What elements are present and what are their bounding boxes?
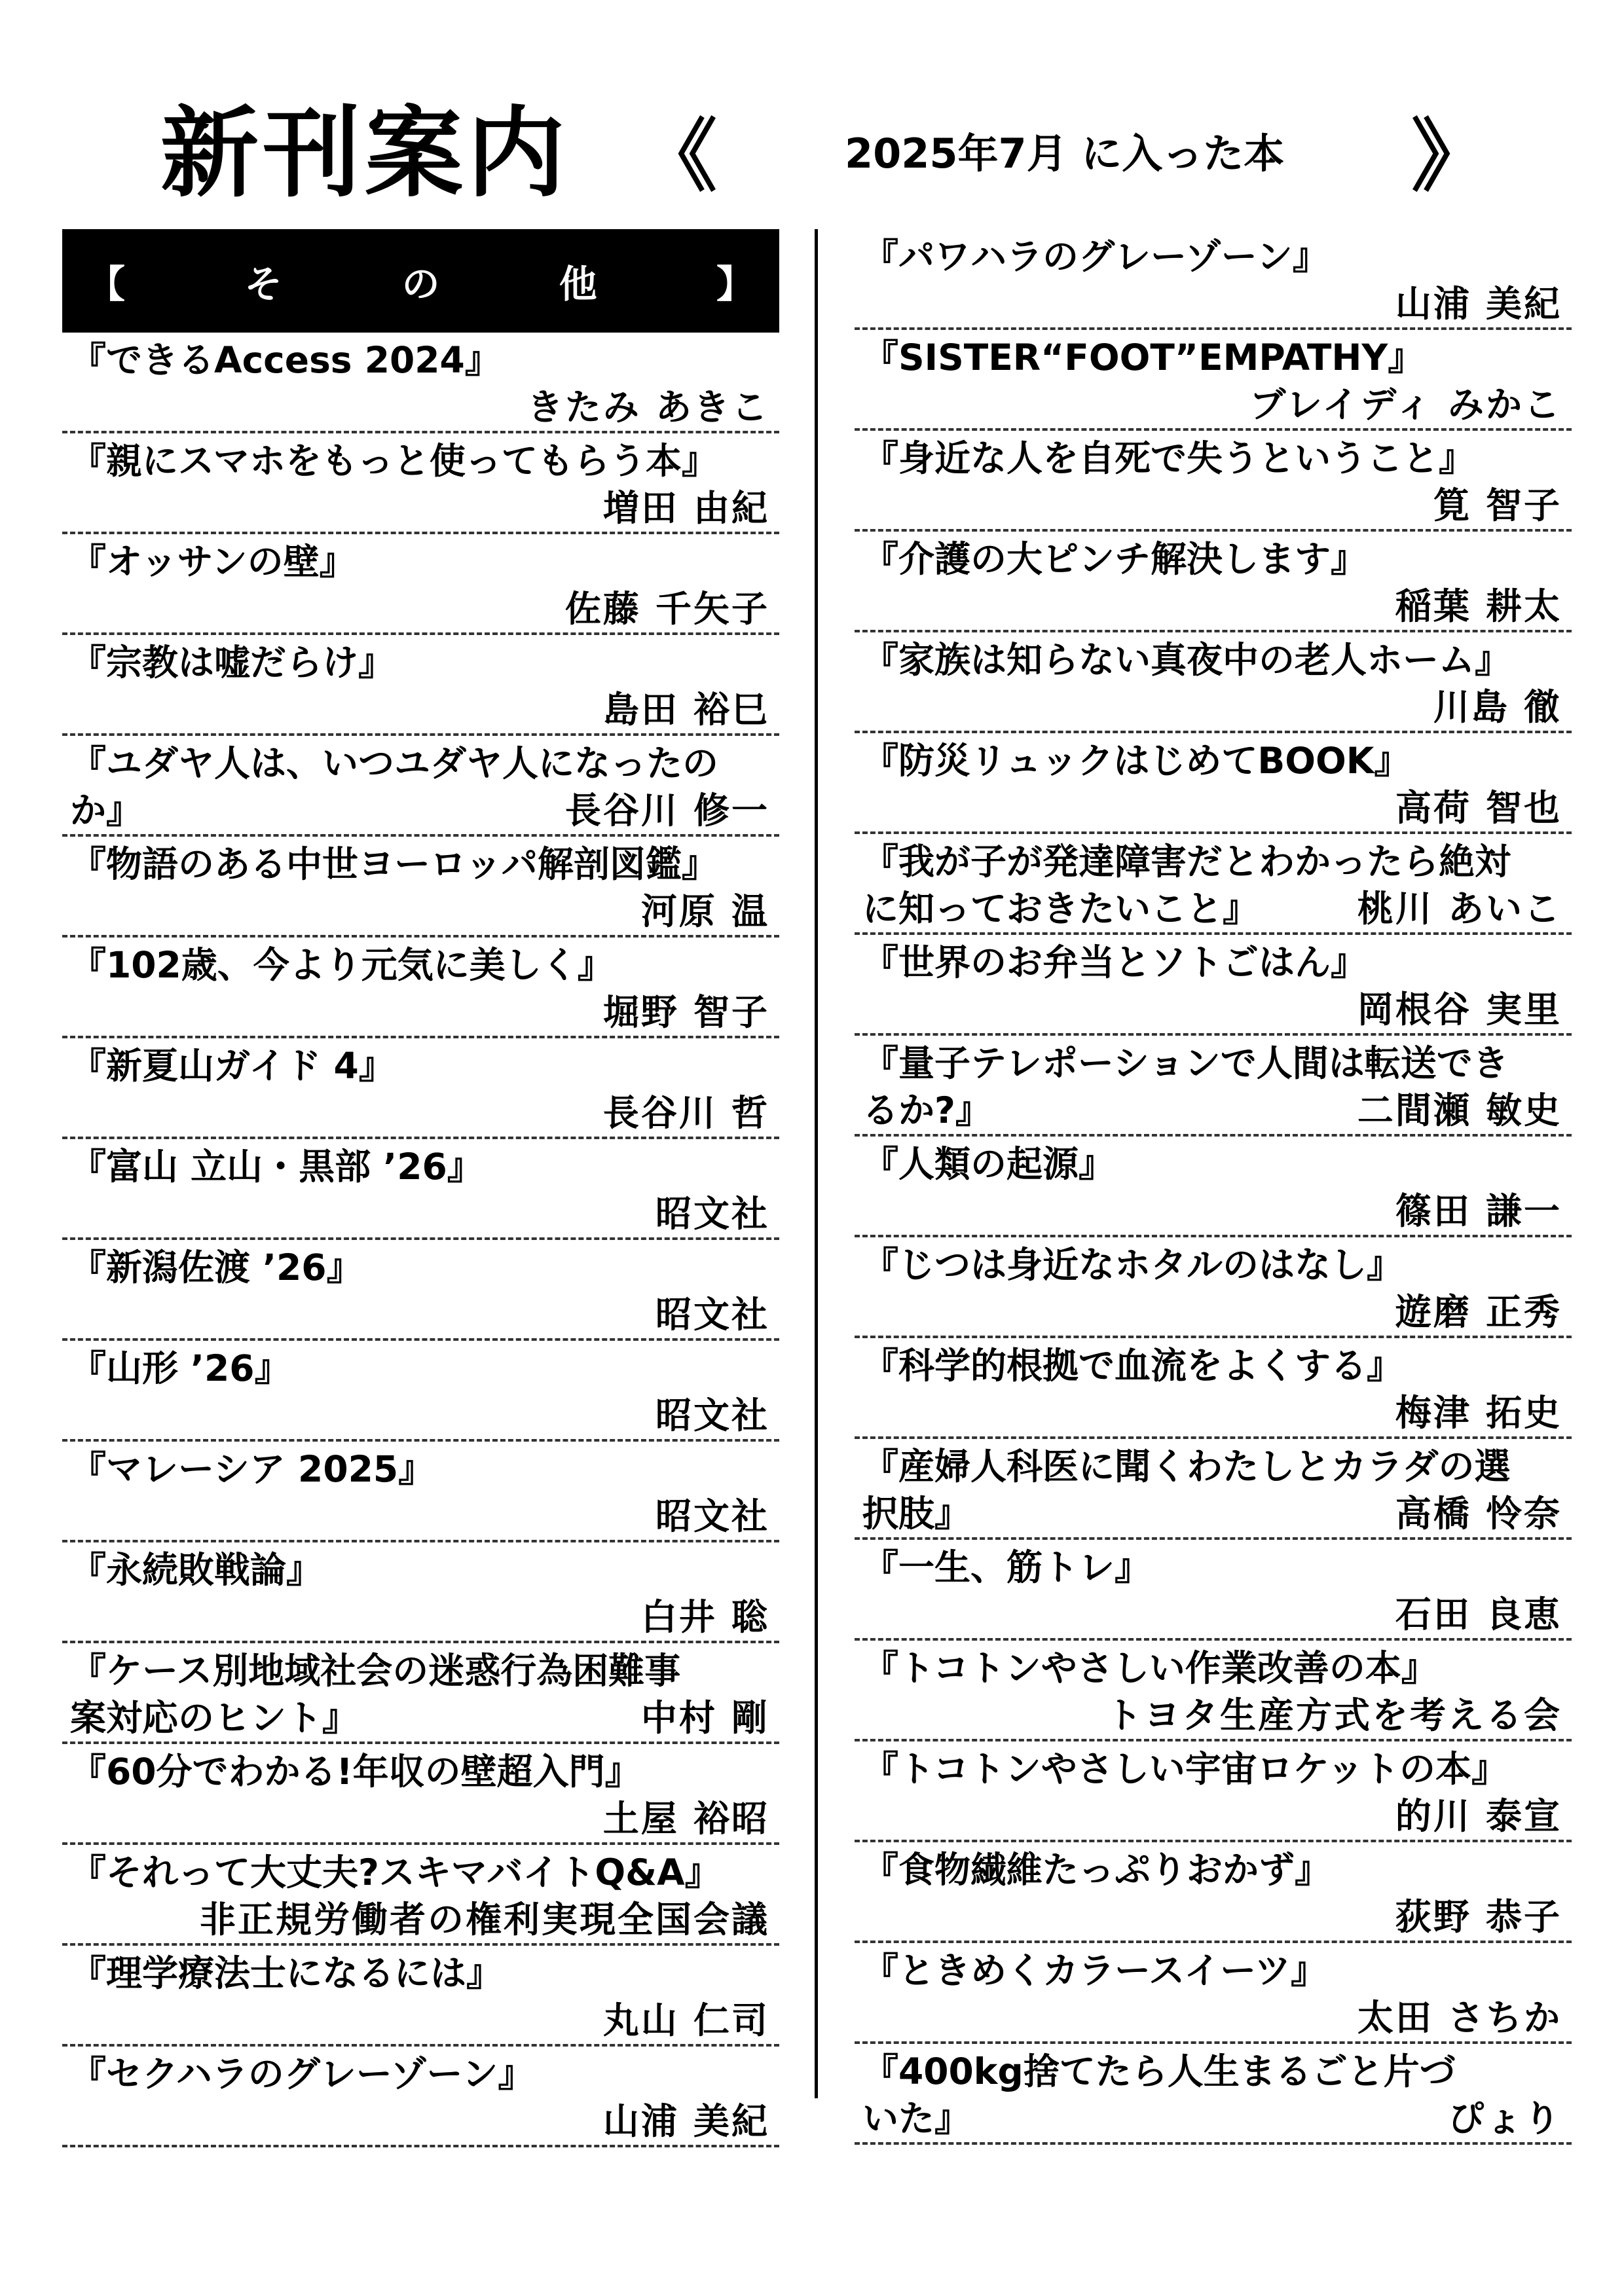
book-title: 『オッサンの壁』 [70,541,356,583]
book-title: 『トコトンやさしい作業改善の本』 [862,1647,1437,1689]
book-entry [855,1540,1572,1641]
book-title: 『400kg捨てたら人生まるごと片づ [862,2050,1456,2092]
book-entry [62,433,779,534]
book-title: 『我が子が発達障害だとわかったら絶対 [862,841,1511,883]
book-author: 山浦 美紀 [1395,283,1562,325]
left-book-list [62,333,779,2147]
book-entry [855,431,1572,532]
book-title: 『量子テレポーションで人間は転送でき [862,1042,1509,1084]
book-author: 白井 聡 [640,1596,769,1638]
book-author: 土屋 裕昭 [602,1798,769,1840]
book-title: 『トコトンやさしい宇宙ロケットの本』 [862,1748,1508,1790]
book-author: トヨタ生産方式を考える会 [1105,1694,1562,1736]
book-author: 篠田 謙一 [1395,1190,1562,1232]
book-title: 『世界のお弁当とソトごはん』 [862,941,1367,983]
book-author: 昭文社 [655,1495,769,1537]
book-entry [62,1038,779,1139]
category-char: そ [244,262,283,306]
book-author: ブレイディ みかこ [1249,384,1562,426]
book-author: 岡根谷 実里 [1357,989,1562,1030]
book-author: 昭文社 [655,1294,769,1336]
book-entry [855,1338,1572,1439]
issue-subtitle: 2025年7月 に入った本 [845,130,1285,177]
book-author: 山浦 美紀 [602,2100,769,2142]
book-title: 『新夏山ガイド 4』 [70,1045,395,1087]
book-entry [62,1946,779,2047]
book-author: 河原 温 [640,890,769,932]
book-entry [855,330,1572,431]
book-title: 『身近な人を自死で失うということ』 [862,437,1475,479]
book-author: 昭文社 [655,1394,769,1436]
book-title: 『親にスマホをもっと使ってもらう本』 [70,440,718,482]
book-author: 中村 剛 [640,1697,769,1739]
book-title: 『科学的根拠で血流をよくする』 [862,1345,1403,1387]
book-title: 『できるAccess 2024』 [70,339,501,381]
book-entry [62,1542,779,1643]
book-author: ぴょり [1447,2098,1562,2140]
book-title: 『60分でわかる!年収の壁超入門』 [70,1751,641,1793]
book-title: 『人類の起源』 [862,1143,1115,1185]
book-entry [855,1237,1572,1338]
book-author: 遊磨 正秀 [1395,1291,1562,1333]
book-entry [62,938,779,1038]
book-entry [855,632,1572,733]
book-entry [62,1643,779,1744]
category-header [62,229,779,333]
book-entry [855,1943,1572,2044]
book-title: 『マレーシア 2025』 [70,1448,435,1490]
category-open-bracket: 【 [87,262,126,306]
book-author: 高荷 智也 [1395,787,1562,829]
book-author: 長谷川 修一 [564,790,769,831]
book-title-continued: るか?』 [862,1089,991,1131]
book-entry [62,1341,779,1442]
book-author: 石田 良恵 [1395,1594,1562,1635]
book-author: 高橋 怜奈 [1395,1493,1562,1535]
book-entry [62,1442,779,1542]
book-title-continued: に知っておきたいこと』 [862,888,1259,930]
book-title: 『食物繊維たっぷりおかず』 [862,1849,1331,1891]
book-title: 『パワハラのグレーゾーン』 [862,236,1329,278]
book-entry [62,736,779,837]
right-column [855,229,1572,2145]
book-author: 稲葉 耕太 [1395,585,1562,627]
book-entry [855,1439,1572,1540]
book-author: 二間瀬 敏史 [1357,1089,1562,1131]
book-entry [62,1744,779,1845]
book-author: 堀野 智子 [602,991,769,1033]
book-entry [855,1137,1572,1237]
book-title: 『家族は知らない真夜中の老人ホーム』 [862,639,1511,681]
book-title-continued: か』 [70,790,143,831]
page-title: 新刊案内 [160,97,570,211]
book-entry [855,1641,1572,1741]
open-double-angle-bracket: 《 [638,111,717,202]
book-title: 『永続敗戦論』 [70,1549,323,1591]
book-entry [62,1139,779,1240]
book-title: 『ケース別地域社会の迷惑行為困難事 [70,1650,681,1692]
book-author: きたみ あきこ [526,386,769,428]
book-title: 『防災リュックはじめてBOOK』 [862,740,1411,782]
book-author: 増田 由紀 [602,487,769,529]
book-title: 『102歳、今より元気に美しく』 [70,944,614,986]
book-entry [62,635,779,736]
book-title: 『理学療法士になるには』 [70,1952,503,1994]
column-divider [815,229,818,2098]
book-entry [855,733,1572,834]
book-entry [62,1845,779,1946]
book-entry [62,837,779,938]
category-char: 他 [559,262,597,306]
book-entry [855,834,1572,935]
book-entry [855,532,1572,632]
category-close-bracket: 】 [716,262,754,306]
book-title: 『新潟佐渡 ’26』 [70,1247,363,1288]
book-title: 『ユダヤ人は、いつユダヤ人になったの [70,742,719,784]
book-title: 『富山 立山・黒部 ’26』 [70,1146,483,1188]
book-title-continued: 択肢』 [862,1493,971,1535]
left-column [62,229,779,2147]
book-entry [855,935,1572,1036]
category-char: の [401,262,440,306]
book-entry [62,2047,779,2147]
book-author: 梅津 拓史 [1395,1392,1562,1434]
book-author: 的川 泰宣 [1395,1795,1562,1837]
book-author: 島田 裕巳 [602,689,769,731]
book-title: 『じつは身近なホタルのはなし』 [862,1244,1403,1286]
book-entry [62,1240,779,1341]
right-book-list [855,229,1572,2145]
book-author: 非正規労働者の権利実現全国会議 [199,1899,769,1941]
page-header [0,0,1624,216]
book-author: 丸山 仁司 [602,1999,769,2041]
book-title: 『山形 ’26』 [70,1347,291,1389]
book-author: 川島 徹 [1433,686,1562,728]
book-title: 『宗教は嘘だらけ』 [70,642,395,683]
book-title: 『セクハラのグレーゾーン』 [70,2053,534,2095]
book-author: 荻野 恭子 [1395,1896,1562,1938]
book-title: 『物語のある中世ヨーロッパ解剖図鑑』 [70,843,718,885]
book-title: 『介護の大ピンチ解決します』 [862,538,1367,580]
book-title: 『SISTER“FOOT”EMPATHY』 [862,337,1424,378]
book-title: 『一生、筋トレ』 [862,1546,1151,1588]
book-title: 『産婦人科医に聞くわたしとカラダの選 [862,1446,1511,1487]
book-entry [62,333,779,433]
book-entry [855,1036,1572,1137]
book-author: 筧 智子 [1433,484,1562,526]
book-entry [855,1741,1572,1842]
book-author: 佐藤 千矢子 [564,588,769,630]
close-double-angle-bracket: 》 [1411,111,1490,202]
book-title: 『ときめくカラースイーツ』 [862,1950,1327,1992]
book-entry [855,2044,1572,2145]
book-title-continued: 案対応のヒント』 [70,1697,359,1739]
book-title: 『それって大丈夫?スキマバイトQ&A』 [70,1851,721,1893]
book-author: 昭文社 [655,1193,769,1235]
book-title-continued: いた』 [862,2098,971,2140]
book-entry [62,534,779,635]
book-entry [855,1842,1572,1943]
book-author: 太田 さちか [1357,1997,1562,2039]
book-author: 長谷川 哲 [602,1092,769,1134]
book-author: 桃川 あいこ [1357,888,1562,930]
book-entry [855,229,1572,330]
